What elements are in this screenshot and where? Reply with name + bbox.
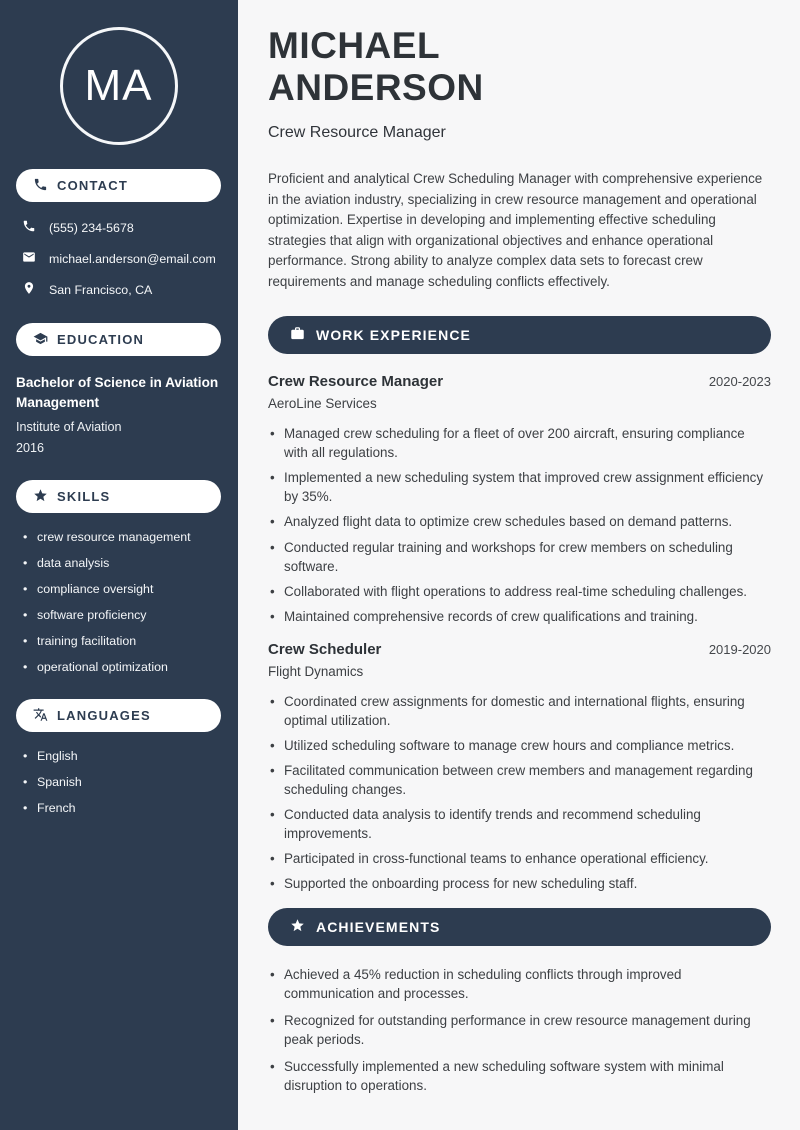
job-bullet: • Conducted data analysis to identify trends and recommend scheduling improvements. [268, 805, 771, 843]
graduation-cap-icon [33, 331, 48, 349]
achievements-title: ACHIEVEMENTS [316, 918, 441, 935]
contact-section-title: CONTACT [57, 178, 128, 193]
star-icon [33, 488, 48, 506]
skills-section-title: SKILLS [57, 489, 111, 505]
contact-location [16, 281, 221, 298]
location-pin-icon [22, 281, 36, 298]
profile-summary: Proficient and analytical Crew Scheduling Manager with comprehensive experience in the aviation industry, specializing in crew resource management and operational optimization. Expertise in developing and implementing effective scheduling strategies that align with organizational objectives and enhance operational performance. Strong ability to analyze complex data sets to forecast crew requirements and manage scheduling conflicts effectively. [268, 171, 763, 289]
job-role: Crew Scheduler [268, 640, 382, 658]
job-entry [268, 373, 771, 625]
job-bullet-list [268, 692, 771, 893]
language-item: • French [23, 801, 221, 815]
job-bullet-list [268, 424, 771, 625]
job-bullet: • Conducted regular training and workshops for crew members on scheduling software. [268, 538, 771, 576]
phone-icon [22, 219, 36, 236]
achievement-bullet: • Achieved a 45% reduction in scheduling conflicts through improved communication and processes. [268, 965, 771, 1003]
education-section [16, 323, 221, 455]
education-year: 2016 [16, 441, 45, 456]
job-bullet: • Utilized scheduling software to manage crew hours and compliance metrics. [268, 736, 771, 755]
language-item: • English [23, 749, 221, 763]
job-header [268, 373, 771, 390]
email-icon [22, 250, 36, 267]
contact-section-header [16, 169, 221, 202]
languages-list [16, 749, 221, 815]
achievement-bullet: • Recognized for outstanding performance in crew resource management during peak periods. [268, 1011, 771, 1049]
star-icon [290, 918, 305, 936]
contact-section [16, 169, 221, 298]
last-name: ANDERSON [268, 67, 484, 109]
job-entry [268, 641, 771, 893]
job-bullet: • Maintained comprehensive records of crew qualifications and training. [268, 607, 771, 626]
job-dates: 2020-2023 [708, 374, 771, 390]
languages-section-header [16, 699, 221, 732]
work-experience-title: WORK EXPERIENCE [316, 327, 471, 344]
languages-section-title: LANGUAGES [57, 708, 151, 724]
job-dates: 2019-2020 [708, 641, 771, 657]
skill-item: • compliance oversight [23, 582, 221, 596]
job-company: Flight Dynamics [268, 663, 364, 679]
contact-phone [16, 219, 221, 236]
achievement-bullet: • Successfully implemented a new scheduling software system with minimal disruption to operations. [268, 1057, 771, 1095]
skill-item: • software proficiency [23, 608, 221, 622]
job-bullet: • Facilitated communication between crew members and management regarding scheduling changes. [268, 761, 771, 799]
job-role: Crew Resource Manager [268, 373, 444, 391]
phone-icon [33, 177, 48, 195]
job-bullet: • Collaborated with flight operations to address real-time scheduling challenges. [268, 582, 771, 601]
skills-section [16, 480, 221, 674]
translate-icon [33, 707, 48, 725]
job-bullet: • Managed crew scheduling for a fleet of over 200 aircraft, ensuring compliance with all regulations. [268, 424, 771, 462]
avatar-initials: MA [84, 61, 153, 110]
sidebar [0, 0, 238, 1130]
achievements-section [268, 908, 771, 1095]
achievements-header [268, 908, 771, 946]
skills-section-header [16, 480, 221, 513]
achievements-list [268, 965, 771, 1095]
candidate-name [268, 25, 771, 109]
contact-email-value: michael.anderson@email.com [49, 251, 216, 266]
job-bullet: • Analyzed flight data to optimize crew schedules based on demand patterns. [268, 512, 771, 531]
job-bullet: • Coordinated crew assignments for domestic and international flights, ensuring optimal utilization. [268, 692, 771, 730]
candidate-headline: Crew Resource Manager [268, 124, 446, 142]
contact-location-value: San Francisco, CA [49, 282, 153, 297]
contact-phone-value: (555) 234-5678 [49, 220, 134, 235]
education-degree: Bachelor of Science in Aviation Management [16, 375, 219, 410]
job-bullet: • Supported the onboarding process for new scheduling staff. [268, 874, 771, 893]
job-company: AeroLine Services [268, 396, 377, 412]
contact-email [16, 250, 221, 267]
job-header [268, 641, 771, 658]
education-section-header [16, 323, 221, 356]
languages-section [16, 699, 221, 815]
avatar [60, 27, 178, 145]
skill-item: • crew resource management [23, 530, 221, 544]
education-section-title: EDUCATION [57, 332, 145, 347]
language-item: • Spanish [23, 775, 221, 789]
skills-list [16, 530, 221, 674]
education-school: Institute of Aviation [16, 420, 122, 435]
main-content [238, 0, 800, 1130]
briefcase-icon [290, 326, 305, 344]
job-bullet: • Participated in cross-functional teams to enhance operational efficiency. [268, 849, 771, 868]
skill-item: • training facilitation [23, 634, 221, 648]
skill-item: • operational optimization [23, 660, 221, 674]
job-bullet: • Implemented a new scheduling system that improved crew assignment efficiency by 35%. [268, 468, 771, 506]
skill-item: • data analysis [23, 556, 221, 570]
work-experience-header [268, 316, 771, 354]
first-name: MICHAEL [268, 25, 441, 66]
